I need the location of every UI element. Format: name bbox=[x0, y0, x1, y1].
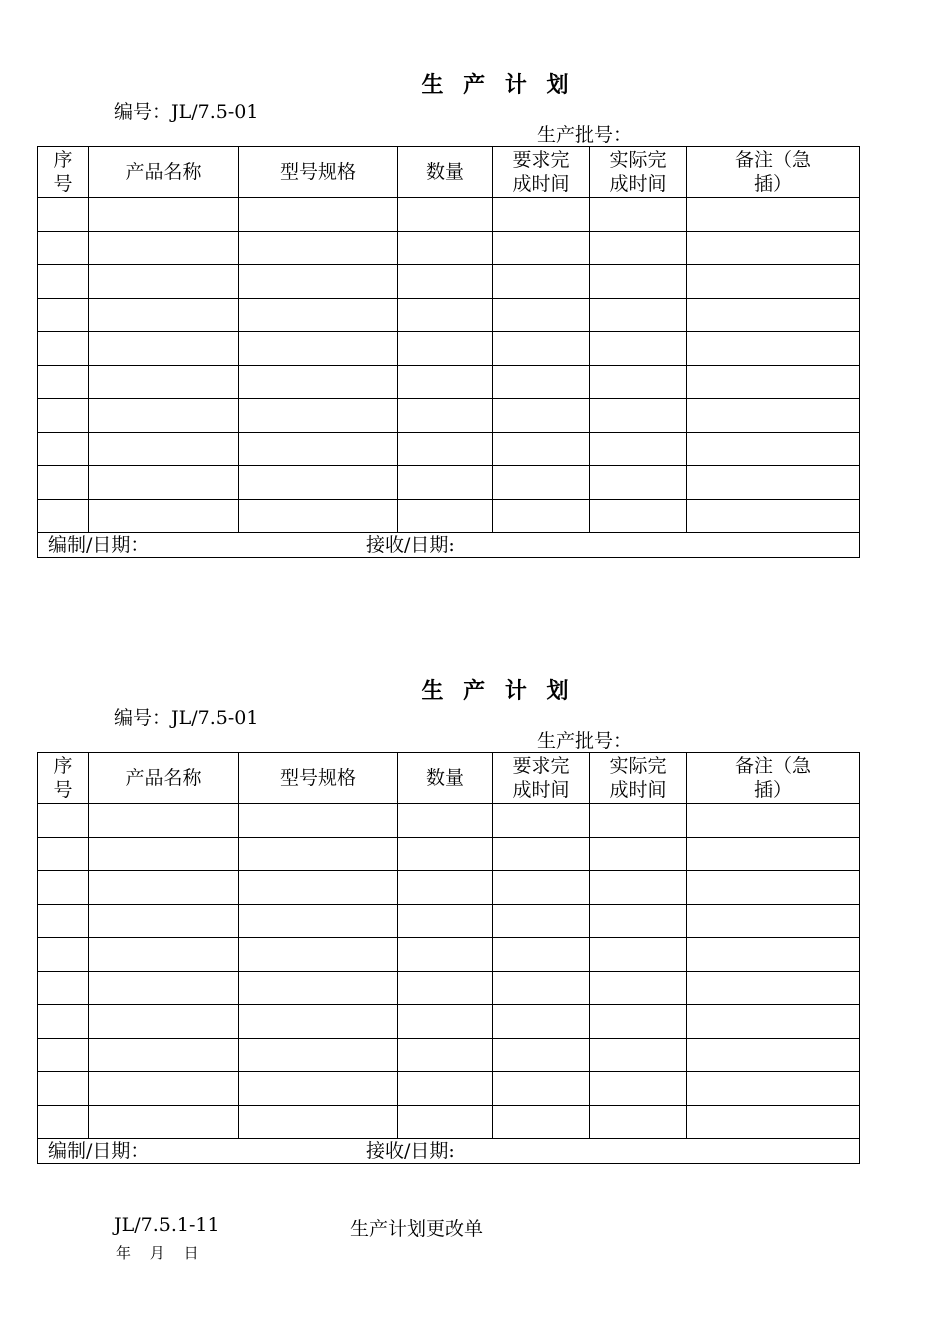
table-cell[interactable] bbox=[89, 332, 239, 366]
table-cell[interactable] bbox=[239, 938, 398, 972]
header-index: 序号 bbox=[38, 753, 89, 804]
table-cell[interactable] bbox=[590, 499, 687, 533]
table-cell[interactable] bbox=[239, 1072, 398, 1106]
table-cell[interactable] bbox=[398, 1105, 493, 1139]
table-cell[interactable] bbox=[590, 837, 687, 871]
production-plan-form-1 bbox=[0, 0, 950, 556]
table-cell[interactable] bbox=[687, 365, 860, 399]
table-row bbox=[38, 1005, 860, 1039]
header-index: 序号 bbox=[38, 147, 89, 198]
header-quantity: 数量 bbox=[398, 147, 493, 198]
table-row bbox=[38, 871, 860, 905]
table-cell[interactable] bbox=[398, 804, 493, 838]
table-cell[interactable] bbox=[687, 432, 860, 466]
table-cell[interactable] bbox=[687, 971, 860, 1005]
table-cell[interactable] bbox=[38, 1038, 89, 1072]
table-cell[interactable] bbox=[493, 1005, 590, 1039]
table-row bbox=[38, 466, 860, 500]
table-cell[interactable] bbox=[590, 1105, 687, 1139]
table-row bbox=[38, 399, 860, 433]
table-cell[interactable] bbox=[89, 298, 239, 332]
table-row bbox=[38, 1038, 860, 1072]
table-row bbox=[38, 298, 860, 332]
header-model-spec: 型号规格 bbox=[239, 753, 398, 804]
table-cell[interactable] bbox=[89, 837, 239, 871]
plan-table bbox=[37, 146, 860, 558]
form-code: 编号：JL/7.5-01 bbox=[114, 707, 259, 729]
table-row bbox=[38, 499, 860, 533]
table-cell[interactable] bbox=[590, 231, 687, 265]
table-cell[interactable] bbox=[398, 332, 493, 366]
change-form-title: 生产计划更改单 bbox=[350, 1218, 484, 1240]
table-cell[interactable] bbox=[590, 198, 687, 232]
table-cell[interactable] bbox=[398, 1005, 493, 1039]
header-product-name: 产品名称 bbox=[89, 753, 239, 804]
table-footer-row bbox=[38, 1139, 860, 1164]
table-cell[interactable] bbox=[89, 231, 239, 265]
table-cell[interactable] bbox=[687, 804, 860, 838]
table-cell[interactable] bbox=[38, 432, 89, 466]
table-cell[interactable] bbox=[239, 1038, 398, 1072]
table-header-row bbox=[38, 753, 860, 804]
table-cell[interactable] bbox=[239, 804, 398, 838]
table-cell[interactable] bbox=[239, 298, 398, 332]
table-row bbox=[38, 971, 860, 1005]
table-cell[interactable] bbox=[493, 904, 590, 938]
header-actual-time: 实际完成时间 bbox=[590, 753, 687, 804]
table-cell[interactable] bbox=[493, 938, 590, 972]
table-row bbox=[38, 837, 860, 871]
date-line bbox=[116, 1242, 211, 1263]
table-cell[interactable] bbox=[38, 1105, 89, 1139]
table-cell[interactable] bbox=[590, 1072, 687, 1106]
table-cell[interactable] bbox=[398, 971, 493, 1005]
table-row bbox=[38, 1105, 860, 1139]
table-cell[interactable] bbox=[398, 399, 493, 433]
table-cell[interactable] bbox=[89, 399, 239, 433]
table-cell[interactable] bbox=[590, 871, 687, 905]
header-quantity: 数量 bbox=[398, 753, 493, 804]
table-cell[interactable] bbox=[89, 466, 239, 500]
table-cell[interactable] bbox=[239, 198, 398, 232]
table-cell[interactable] bbox=[89, 265, 239, 299]
table-cell[interactable] bbox=[493, 332, 590, 366]
table-cell[interactable] bbox=[89, 804, 239, 838]
plan-table bbox=[37, 752, 860, 1164]
table-cell[interactable] bbox=[89, 432, 239, 466]
table-cell[interactable] bbox=[89, 1105, 239, 1139]
table-cell[interactable] bbox=[38, 837, 89, 871]
table-cell[interactable] bbox=[687, 466, 860, 500]
table-cell[interactable] bbox=[687, 1072, 860, 1106]
table-row bbox=[38, 231, 860, 265]
table-cell[interactable] bbox=[493, 298, 590, 332]
table-cell[interactable] bbox=[38, 1072, 89, 1106]
table-cell[interactable] bbox=[398, 938, 493, 972]
table-cell[interactable] bbox=[687, 904, 860, 938]
table-cell[interactable] bbox=[398, 499, 493, 533]
table-row bbox=[38, 804, 860, 838]
table-cell[interactable] bbox=[493, 432, 590, 466]
table-cell[interactable] bbox=[89, 904, 239, 938]
table-cell[interactable] bbox=[89, 1005, 239, 1039]
table-row bbox=[38, 198, 860, 232]
table-cell[interactable] bbox=[239, 231, 398, 265]
received-by-date: 接收/日期: bbox=[366, 534, 455, 556]
header-actual-time: 实际完成时间 bbox=[590, 147, 687, 198]
header-product-name: 产品名称 bbox=[89, 147, 239, 198]
header-model-spec: 型号规格 bbox=[239, 147, 398, 198]
prepared-by-date: 编制/日期： bbox=[48, 1140, 150, 1162]
table-cell[interactable] bbox=[398, 298, 493, 332]
table-cell[interactable] bbox=[590, 365, 687, 399]
table-cell[interactable] bbox=[398, 1072, 493, 1106]
batch-label: 生产批号： bbox=[537, 730, 633, 752]
received-by-date: 接收/日期: bbox=[366, 1140, 455, 1162]
table-row bbox=[38, 432, 860, 466]
table-cell[interactable] bbox=[590, 804, 687, 838]
table-cell[interactable] bbox=[493, 804, 590, 838]
table-row bbox=[38, 938, 860, 972]
table-cell[interactable] bbox=[687, 198, 860, 232]
table-cell[interactable] bbox=[398, 871, 493, 905]
table-cell[interactable] bbox=[493, 1072, 590, 1106]
date-year: 年 bbox=[116, 1244, 134, 1262]
table-cell[interactable] bbox=[590, 938, 687, 972]
form-title: 生 产 计 划 bbox=[421, 73, 575, 98]
batch-label: 生产批号： bbox=[537, 124, 633, 146]
header-remarks: 备注（急插） bbox=[687, 147, 860, 198]
table-cell[interactable] bbox=[89, 198, 239, 232]
table-cell[interactable] bbox=[687, 1105, 860, 1139]
batch-number-blank[interactable] bbox=[632, 732, 716, 753]
table-cell[interactable] bbox=[38, 1005, 89, 1039]
date-month: 月 bbox=[149, 1244, 167, 1262]
table-cell[interactable] bbox=[239, 399, 398, 433]
batch-number bbox=[537, 120, 716, 147]
table-cell[interactable] bbox=[590, 432, 687, 466]
production-plan-form-2 bbox=[0, 606, 950, 1162]
table-cell[interactable] bbox=[89, 871, 239, 905]
table-row bbox=[38, 365, 860, 399]
table-cell[interactable] bbox=[687, 1005, 860, 1039]
table-cell[interactable] bbox=[38, 231, 89, 265]
batch-number-blank[interactable] bbox=[632, 126, 716, 147]
table-cell[interactable] bbox=[89, 1072, 239, 1106]
header-remarks: 备注（急插） bbox=[687, 753, 860, 804]
table-cell[interactable] bbox=[590, 971, 687, 1005]
table-cell[interactable] bbox=[687, 298, 860, 332]
table-cell[interactable] bbox=[239, 1105, 398, 1139]
table-cell[interactable] bbox=[687, 332, 860, 366]
table-row bbox=[38, 1072, 860, 1106]
table-cell[interactable] bbox=[687, 871, 860, 905]
table-row bbox=[38, 904, 860, 938]
table-cell[interactable] bbox=[38, 871, 89, 905]
table-cell[interactable] bbox=[239, 871, 398, 905]
table-cell[interactable] bbox=[38, 971, 89, 1005]
table-cell[interactable] bbox=[398, 837, 493, 871]
table-cell[interactable] bbox=[590, 1038, 687, 1072]
table-cell[interactable] bbox=[493, 1038, 590, 1072]
table-footer-row bbox=[38, 533, 860, 558]
header-required-time: 要求完成时间 bbox=[493, 147, 590, 198]
header-required-time: 要求完成时间 bbox=[493, 753, 590, 804]
table-cell[interactable] bbox=[239, 432, 398, 466]
table-cell[interactable] bbox=[493, 971, 590, 1005]
table-cell[interactable] bbox=[239, 971, 398, 1005]
table-cell[interactable] bbox=[239, 904, 398, 938]
table-cell[interactable] bbox=[38, 804, 89, 838]
table-cell[interactable] bbox=[239, 1005, 398, 1039]
table-cell[interactable] bbox=[590, 904, 687, 938]
table-row bbox=[38, 332, 860, 366]
table-cell[interactable] bbox=[239, 265, 398, 299]
table-cell[interactable] bbox=[590, 332, 687, 366]
table-cell[interactable] bbox=[38, 466, 89, 500]
table-cell[interactable] bbox=[687, 1038, 860, 1072]
table-cell[interactable] bbox=[590, 1005, 687, 1039]
batch-number bbox=[537, 726, 716, 753]
table-header-row bbox=[38, 147, 860, 198]
table-cell[interactable] bbox=[89, 971, 239, 1005]
table-cell[interactable] bbox=[38, 938, 89, 972]
table-cell[interactable] bbox=[38, 365, 89, 399]
table-cell[interactable] bbox=[398, 466, 493, 500]
date-day: 日 bbox=[183, 1244, 201, 1262]
table-cell[interactable] bbox=[89, 365, 239, 399]
form-code: 编号：JL/7.5-01 bbox=[114, 101, 259, 123]
table-cell[interactable] bbox=[38, 265, 89, 299]
change-form-code: JL/7.5.1-11 bbox=[114, 1214, 220, 1236]
table-cell[interactable] bbox=[493, 499, 590, 533]
table-cell[interactable] bbox=[239, 466, 398, 500]
table-cell[interactable] bbox=[398, 231, 493, 265]
table-cell[interactable] bbox=[687, 499, 860, 533]
table-cell[interactable] bbox=[38, 298, 89, 332]
table-cell[interactable] bbox=[38, 399, 89, 433]
table-cell[interactable] bbox=[398, 904, 493, 938]
table-cell[interactable] bbox=[493, 399, 590, 433]
table-cell[interactable] bbox=[687, 265, 860, 299]
table-cell[interactable] bbox=[398, 1038, 493, 1072]
table-cell[interactable] bbox=[38, 904, 89, 938]
table-cell[interactable] bbox=[590, 466, 687, 500]
table-cell[interactable] bbox=[590, 265, 687, 299]
table-cell[interactable] bbox=[239, 837, 398, 871]
table-cell[interactable] bbox=[89, 1038, 239, 1072]
table-cell[interactable] bbox=[398, 365, 493, 399]
table-cell[interactable] bbox=[493, 871, 590, 905]
prepared-by-date: 编制/日期： bbox=[48, 534, 150, 556]
table-cell[interactable] bbox=[687, 938, 860, 972]
table-cell[interactable] bbox=[493, 198, 590, 232]
table-cell[interactable] bbox=[493, 837, 590, 871]
table-cell[interactable] bbox=[493, 265, 590, 299]
table-cell[interactable] bbox=[38, 499, 89, 533]
table-cell[interactable] bbox=[687, 837, 860, 871]
table-row bbox=[38, 265, 860, 299]
table-cell[interactable] bbox=[398, 198, 493, 232]
table-cell[interactable] bbox=[687, 231, 860, 265]
table-cell[interactable] bbox=[590, 298, 687, 332]
table-cell[interactable] bbox=[38, 198, 89, 232]
table-cell[interactable] bbox=[398, 265, 493, 299]
form-title: 生 产 计 划 bbox=[421, 679, 575, 704]
table-cell[interactable] bbox=[239, 332, 398, 366]
table-cell[interactable] bbox=[493, 231, 590, 265]
table-cell[interactable] bbox=[89, 938, 239, 972]
table-cell[interactable] bbox=[239, 365, 398, 399]
table-cell[interactable] bbox=[590, 399, 687, 433]
table-cell[interactable] bbox=[687, 399, 860, 433]
table-cell[interactable] bbox=[493, 1105, 590, 1139]
table-cell[interactable] bbox=[493, 466, 590, 500]
table-cell[interactable] bbox=[89, 499, 239, 533]
table-cell[interactable] bbox=[398, 432, 493, 466]
table-cell[interactable] bbox=[493, 365, 590, 399]
table-cell[interactable] bbox=[38, 332, 89, 366]
table-cell[interactable] bbox=[239, 499, 398, 533]
